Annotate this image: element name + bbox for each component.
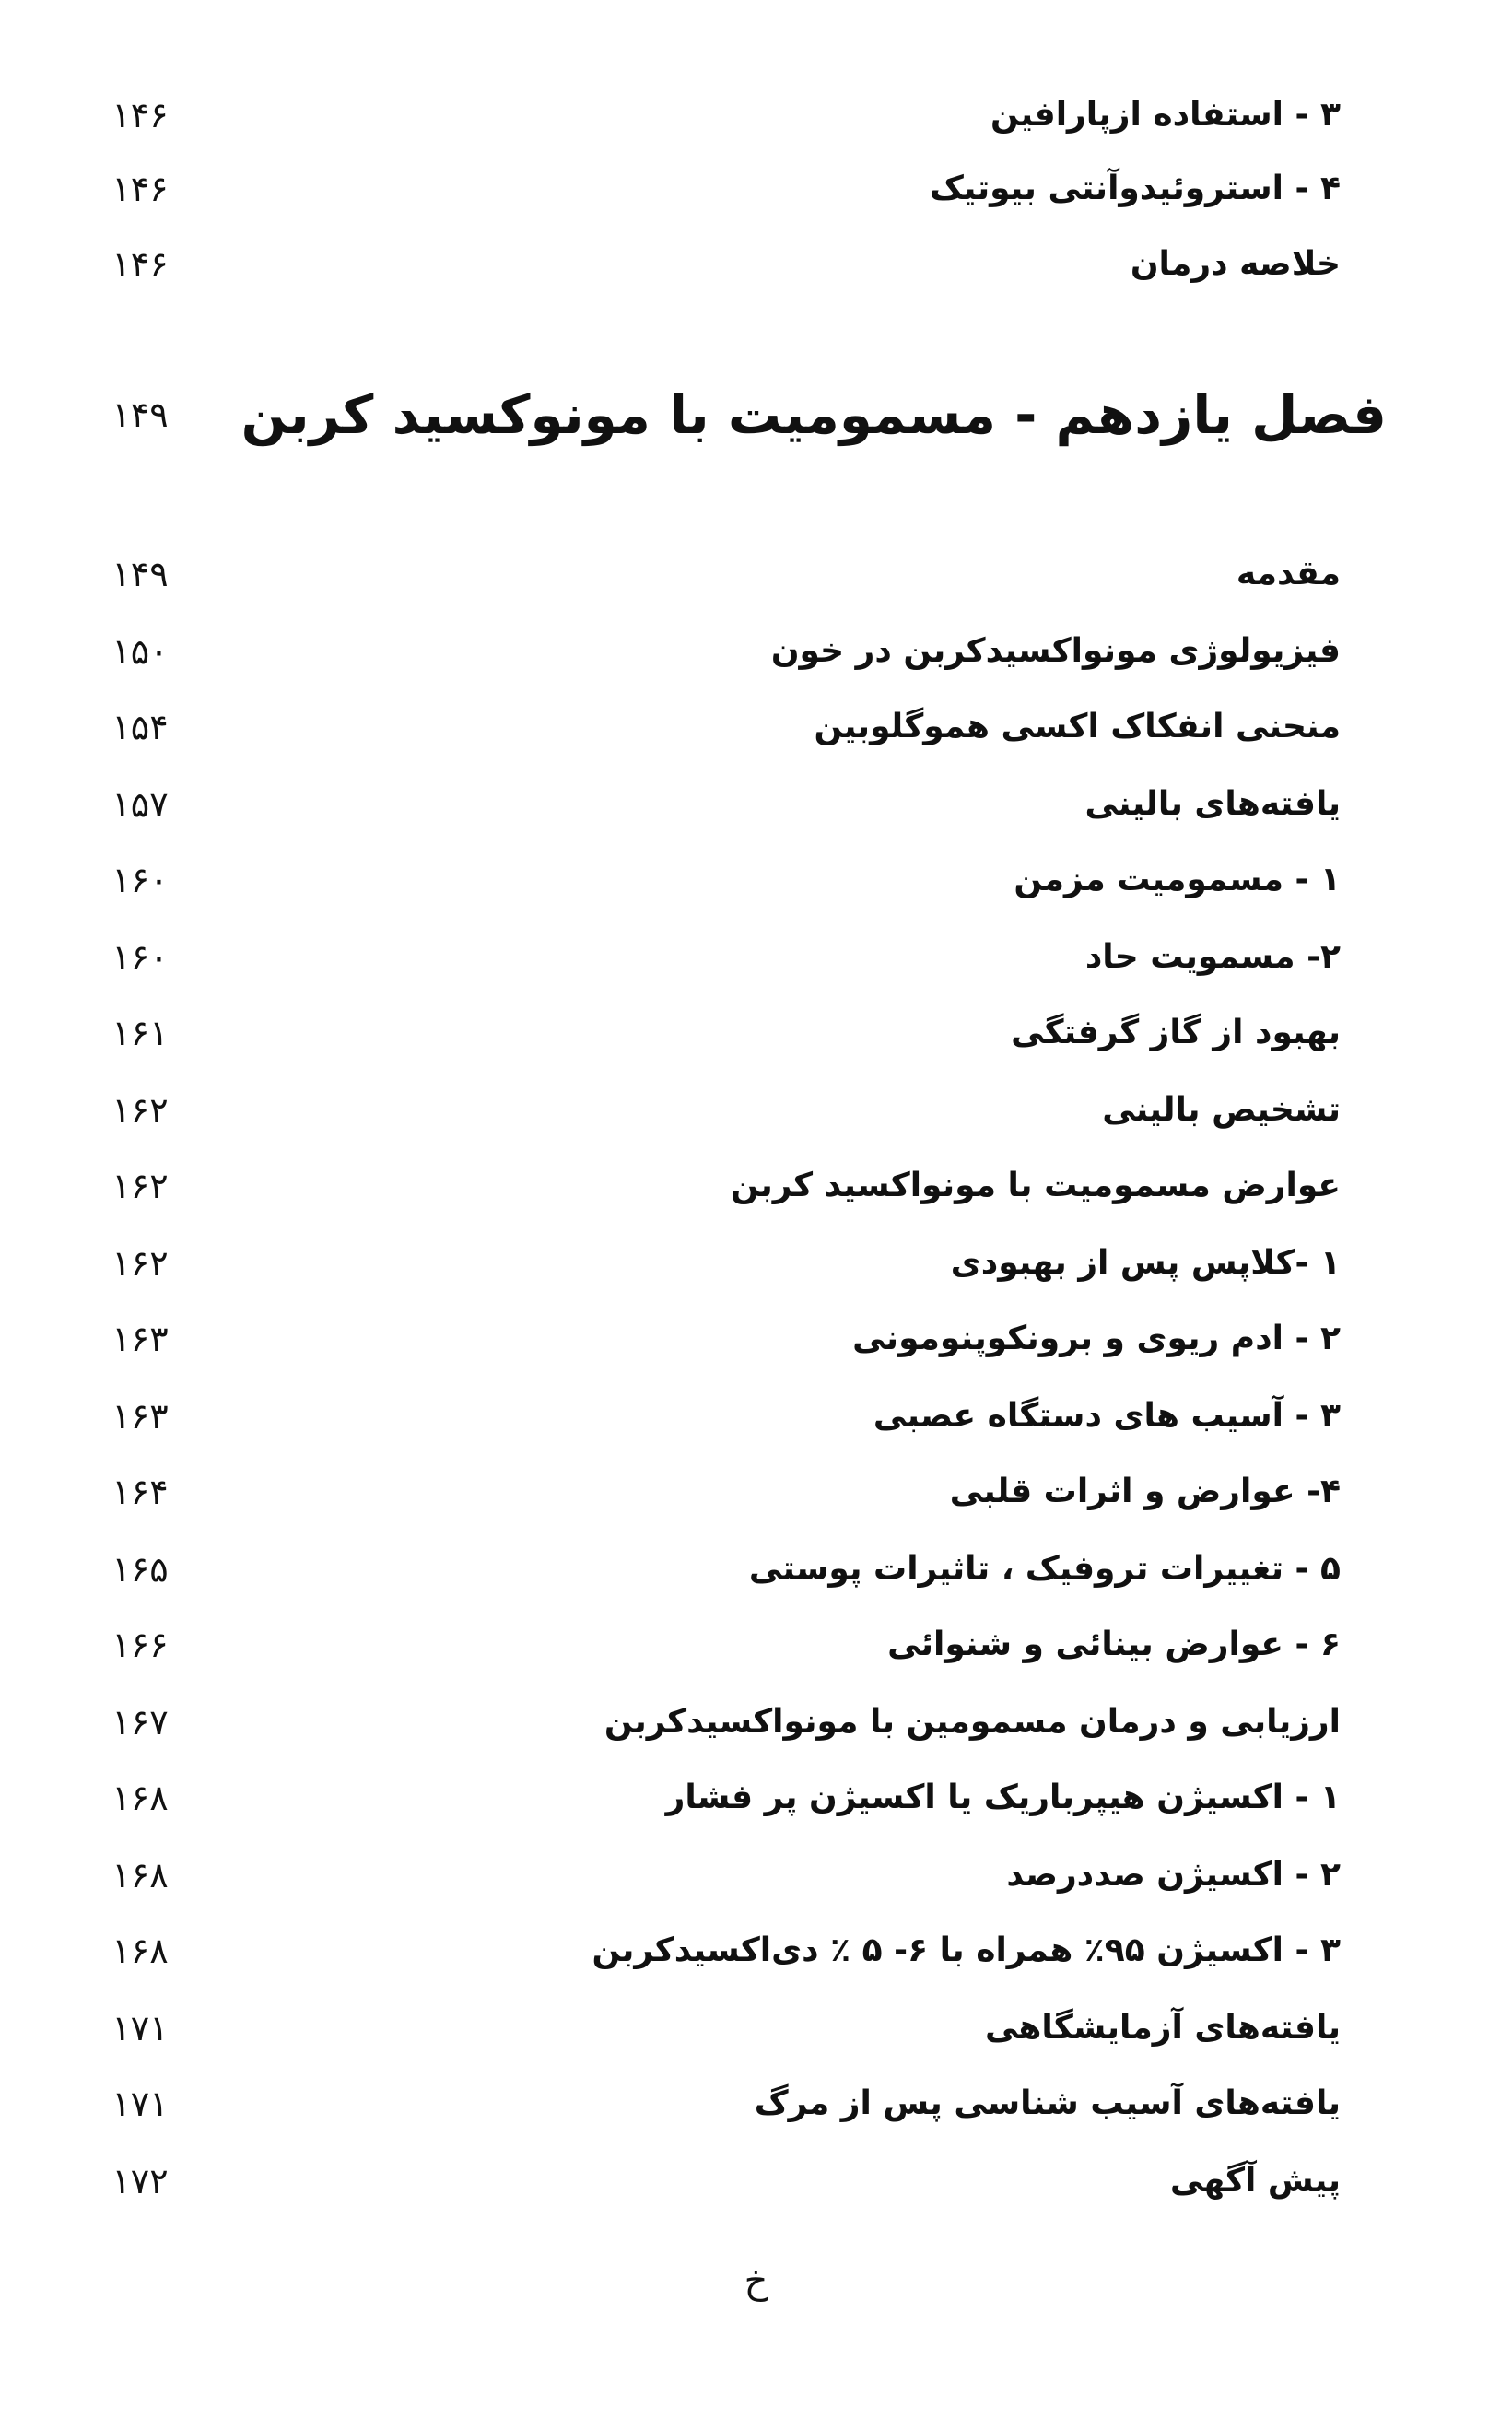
toc-entry: [0, 1001, 1512, 1065]
toc-entry-title: ۳ - اکسیژن ۹۵٪ همراه با ۶- ۵ ٪ دی‌اکسیدکربن: [592, 1931, 1341, 1969]
toc-entry-title: ۳ - استفاده ازپارافین: [990, 96, 1341, 134]
toc-entry: [0, 83, 1512, 147]
toc-entry-title: ۵ - تغییرات تروفیک ، تاثیرات پوستی: [748, 1550, 1341, 1588]
toc-entry: [0, 1154, 1512, 1218]
toc-entry-page: ۱۶۰: [111, 860, 169, 900]
toc-entry-title: ۱ -کلاپس پس از بهبودی: [950, 1244, 1341, 1282]
toc-entry: [0, 1843, 1512, 1907]
chapter-heading: [0, 369, 1512, 461]
toc-entry-title: پیش آگهی: [1169, 2162, 1341, 2200]
toc-entry-title: منحنی انفکاک اکسی هموگلوبین: [814, 708, 1341, 745]
toc-entry-page: ۱۵۴: [111, 707, 169, 747]
toc-entry: [0, 925, 1512, 990]
toc-entry-title: ۲- مسمویت حاد: [1084, 938, 1341, 976]
toc-entry-page: ۱۶۳: [111, 1319, 169, 1359]
toc-entry-page: ۱۵۰: [111, 631, 169, 672]
toc-entry-title: فیزیولوژی مونواکسیدکربن در خون: [770, 632, 1341, 670]
toc-entry-page: ۱۶۵: [111, 1549, 169, 1590]
toc-entry-page: ۱۴۹: [111, 554, 169, 594]
toc-entry-title: ۱ - مسمومیت مزمن: [1014, 861, 1341, 898]
toc-entry: [0, 1996, 1512, 2060]
toc-entry-page: ۱۶۸: [111, 1855, 169, 1896]
toc-entry: [0, 1919, 1512, 1983]
toc-entry: [0, 1078, 1512, 1143]
toc-entry-page: ۱۶۶: [111, 1625, 169, 1665]
toc-entry-page: ۱۶۰: [111, 937, 169, 978]
toc-entry-page: ۱۷۱: [111, 2008, 169, 2048]
toc-entry-title: ۱ - اکسیژن هیپرباریک یا اکسیژن پر فشار: [665, 1778, 1341, 1816]
toc-entry-title: یافته‌های آسیب شناسی پس از مرگ: [754, 2084, 1341, 2122]
toc-entry: [0, 695, 1512, 759]
toc-entry: [0, 1690, 1512, 1755]
toc-entry-page: ۱۶۱: [111, 1013, 169, 1053]
toc-entry-title: ۶ - عوارض بینائی و شنوائی: [887, 1626, 1341, 1663]
toc-entry-page: ۱۵۷: [111, 784, 169, 825]
toc-entry-title: عوارض مسمومیت با مونواکسید کربن: [730, 1167, 1341, 1204]
toc-entry-title: ۲ - اکسیژن صددرصد: [1006, 1856, 1341, 1894]
toc-entry: [0, 848, 1512, 912]
toc-entry-title: یافته‌های بالینی: [1084, 785, 1341, 823]
toc-entry-title: ۴- عوارض و اثرات قلبی: [949, 1473, 1341, 1510]
chapter-page: ۱۴۹: [111, 394, 169, 435]
toc-entry-page: ۱۴۶: [111, 244, 169, 285]
toc-entry-page: ۱۶۳: [111, 1396, 169, 1437]
chapter-title: فصل یازدهم - مسمومیت با مونوکسید کربن: [240, 383, 1387, 446]
toc-entry: [0, 232, 1512, 297]
toc-entry-page: ۱۶۲: [111, 1090, 169, 1131]
toc-entry: [0, 2149, 1512, 2213]
toc-entry-page: ۱۷۲: [111, 2161, 169, 2201]
toc-entry-page: ۱۶۷: [111, 1702, 169, 1743]
toc-entry-title: خلاصه درمان: [1130, 245, 1341, 283]
toc-entry: [0, 1537, 1512, 1602]
toc-entry: [0, 1613, 1512, 1677]
toc-entry-page: ۱۴۶: [111, 169, 169, 209]
toc-entry: [0, 1231, 1512, 1296]
toc-entry-title: ارزیابی و درمان مسمومین با مونواکسیدکربن: [604, 1703, 1341, 1741]
toc-entry-title: ۲ - ادم ریوی و برونکوپنومونی: [852, 1320, 1341, 1357]
toc-entry: [0, 542, 1512, 606]
toc-entry-title: ۳ - آسیب های دستگاه عصبی: [873, 1397, 1341, 1435]
toc-entry-page: ۱۶۲: [111, 1166, 169, 1206]
toc-entry-title: ۴ - استروئیدوآنتی بیوتیک: [930, 170, 1341, 207]
toc-entry-page: ۱۶۴: [111, 1472, 169, 1512]
toc-entry: [0, 1766, 1512, 1830]
toc-entry: [0, 772, 1512, 837]
toc-entry-title: بهبود از گاز گرفتگی: [1011, 1014, 1341, 1051]
toc-entry-page: ۱۶۲: [111, 1243, 169, 1284]
toc-entry: [0, 1460, 1512, 1524]
toc-entry-page: ۱۴۶: [111, 95, 169, 135]
toc-entry-page: ۱۶۸: [111, 1931, 169, 1971]
page-number-letter: خ: [744, 2260, 768, 2302]
toc-entry-page: ۱۶۸: [111, 1778, 169, 1818]
toc-entry-page: ۱۷۱: [111, 2083, 169, 2124]
toc-entry-title: مقدمه: [1236, 555, 1341, 593]
toc-entry: [0, 619, 1512, 684]
toc-entry-title: تشخیص بالینی: [1102, 1091, 1341, 1129]
toc-entry-title: یافته‌های آزمایشگاهی: [985, 2009, 1341, 2047]
toc-entry: [0, 2072, 1512, 2136]
toc-entry: [0, 1307, 1512, 1371]
toc-entry: [0, 157, 1512, 221]
toc-entry: [0, 1384, 1512, 1449]
